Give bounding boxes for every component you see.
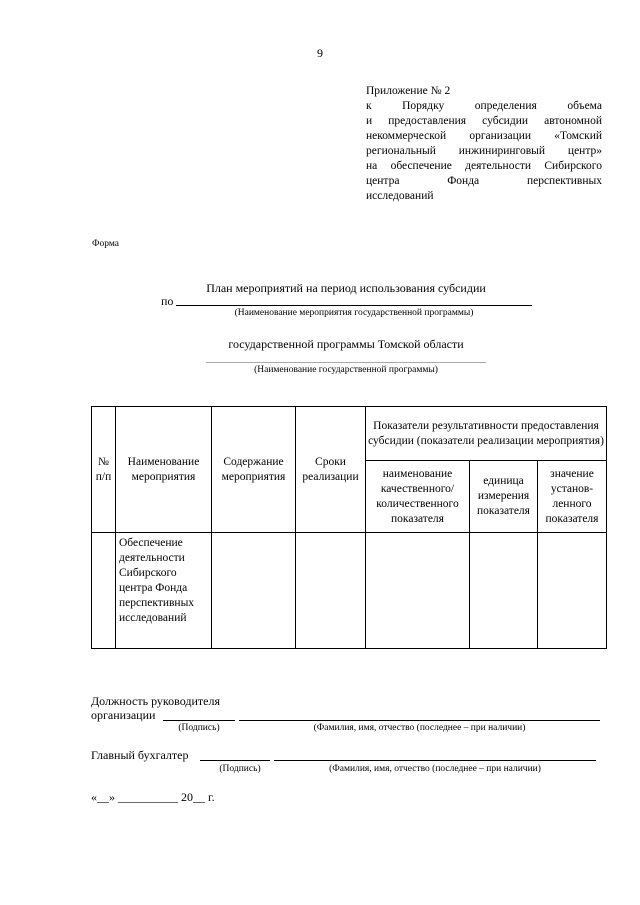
accountant-signature-line[interactable]	[200, 748, 270, 761]
appendix-line: некоммерческой организации «Томский	[366, 130, 602, 142]
cell-unit[interactable]	[470, 533, 538, 649]
plan-table	[91, 406, 607, 649]
cell-value[interactable]	[538, 533, 607, 649]
appendix-line: к Порядку определения объема	[366, 100, 602, 112]
cell-terms[interactable]	[296, 533, 366, 649]
header-indicators-group: Показатели результативности предоставления субсидии (показатели реализации мероприятия)	[366, 407, 607, 461]
header-terms: Сроки реализации	[296, 407, 366, 533]
program-title: государственной программы Томской области	[228, 337, 464, 351]
appendix-last-line: исследований	[366, 190, 434, 202]
form-label: Форма	[92, 239, 120, 249]
head-signature-hint: (Подпись)	[178, 723, 220, 733]
head-organization-label: организации	[91, 708, 156, 722]
head-fio-hint: (Фамилия, имя, отчество (последнее – при наличии)	[313, 723, 526, 733]
head-signature-line[interactable]	[163, 708, 235, 721]
plan-po-label: по	[161, 294, 174, 308]
appendix-line: на обеспечение деятельности Сибирского	[366, 160, 602, 172]
appendix-line: и предоставления субсидии автономной	[366, 115, 602, 127]
event-name-hint: (Наименование мероприятия государственной программы)	[234, 308, 474, 318]
appendix-block	[366, 84, 602, 204]
cell-indicator-name[interactable]	[366, 533, 470, 649]
cell-num[interactable]	[92, 533, 116, 649]
date-field[interactable]: «__» __________ 20__ г.	[91, 790, 215, 804]
program-name-line[interactable]	[206, 350, 486, 363]
header-value: значение установ-ленного показателя	[538, 461, 607, 533]
appendix-title: Приложение № 2	[366, 85, 451, 97]
head-fio-line[interactable]	[239, 708, 600, 721]
plan-title: План мероприятий на период использования субсидии	[206, 281, 486, 295]
table-row	[92, 533, 607, 649]
program-name-hint: (Наименование государственной программы)	[254, 365, 438, 375]
accountant-signature-hint: (Подпись)	[219, 764, 261, 774]
cell-content[interactable]	[212, 533, 296, 649]
header-indicator-name: наименование качественного/ количественного показателя	[366, 461, 470, 533]
appendix-line: центра Фонда перспективных	[366, 175, 602, 187]
appendix-line: региональный инжиниринговый центр»	[366, 145, 602, 157]
accountant-fio-hint: (Фамилия, имя, отчество (последнее – при наличии)	[329, 764, 541, 774]
header-name: Наименование мероприятия	[116, 407, 212, 533]
header-num: № п/п	[92, 407, 116, 533]
event-name-line[interactable]	[176, 293, 532, 306]
cell-name[interactable]: Обеспечение деятельности Сибирского центра Фонда перспективных исследований	[116, 533, 212, 649]
page-number: 9	[317, 46, 323, 60]
accountant-label: Главный бухгалтер	[91, 748, 189, 762]
accountant-fio-line[interactable]	[274, 748, 596, 761]
header-content: Содержание мероприятия	[212, 407, 296, 533]
head-position-label: Должность руководителя	[91, 694, 220, 708]
header-unit: единица измерения показателя	[470, 461, 538, 533]
